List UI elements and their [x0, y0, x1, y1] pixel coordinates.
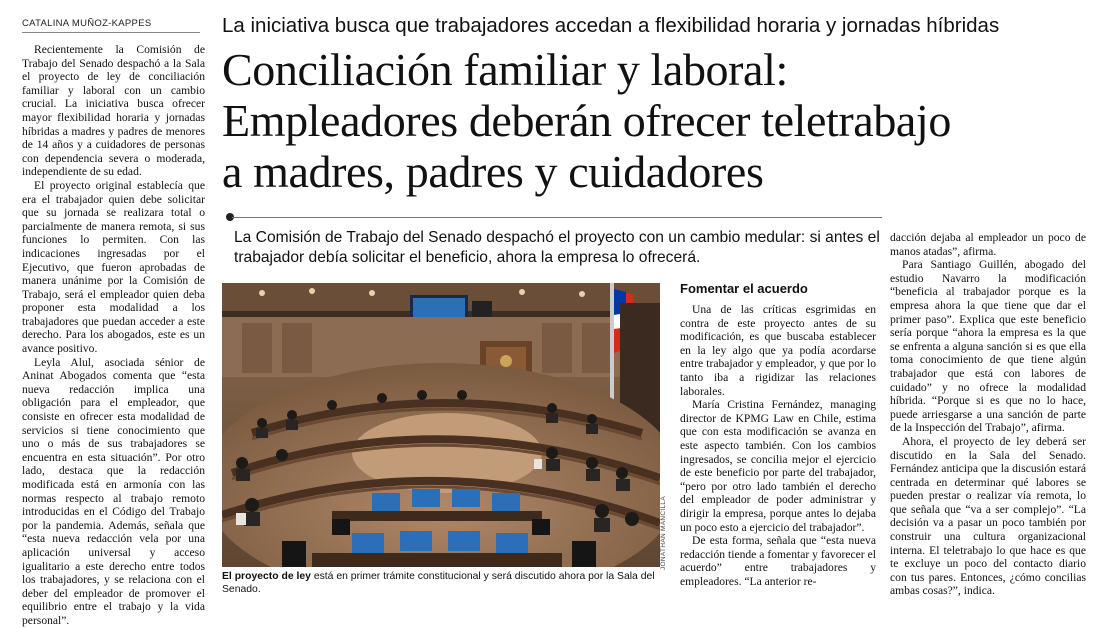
paragraph: De esta forma, señala que “esta nueva redacción tiende a fomentar y favorecer el acuerdo” entre trabajadores y empleadores. “La anterior re-: [680, 534, 876, 588]
caption-lead: El proyecto de ley: [222, 571, 311, 582]
paragraph: Para Santiago Guillén, abogado del estudio Navarro la modificación “beneficia al trabajador porque es la empresa ahora la que tiene que dar el primer paso”. Explica que este beneficio sería porque “ahora la empresa es la que se enfrenta a alguna sanción si es que ella toma conocimiento de que tiene algún trabajador que está con labores de cuidado” y no ofrece la modalidad híbrida. “Porque si es que no lo hace, puede arriesgarse a una sanción de parte de la Inspección del Trabajo”, afirma.: [890, 258, 1086, 435]
photo-credit: JONATHAN MANCILLA: [660, 496, 667, 570]
paragraph: dacción dejaba al empleador un poco de manos atadas”, afirma.: [890, 231, 1086, 258]
column-1: [22, 43, 205, 628]
senate-chamber-photo: [222, 283, 660, 567]
senate-chamber-illustration: [222, 283, 660, 567]
paragraph: Recientemente la Comisión de Trabajo del Senado despachó a la Sala el proyecto de ley de conciliación familiar y laboral con un cambio crucial. La iniciativa busca ofrecer mayor flexibilidad horaria y jornadas híbridas a madres y padres de menores de 14 años y a cuidadores de personas con dependencia severa o moderada, independiente de su edad.: [22, 43, 205, 179]
subhead: Fomentar el acuerdo: [680, 281, 808, 296]
paragraph: Leyla Alul, asociada sénior de Aninat Abogados comenta que “esta nueva redacción implica una obligación para el empleador, que consiste en ofrecer esta modalidad de servicios si tiene conocimiento que uno o más de sus trabajadores se encuentra en esta situación”. Por otro lado, destaca que la redacción modificada está en armonía con las normas respecto al trabajo remoto introducidas en el Código del Trabajo por la pandemia. Además, señala que “esta nueva redacción vela por una aplicación universal y acceso igualitario a este derecho entre todos los trabajadores, y se relaciona con el deber del empleador de promover el equilibrio entre el trabajo y la vida personal”.: [22, 355, 205, 627]
separator-rule: [232, 217, 882, 218]
paragraph: María Cristina Fernández, managing director de KPMG Law en Chile, estima que con esta modificación se avanza en este aspecto también. Con los cambios ingresados, se concilia mejor el ejercicio de este beneficio por parte del trabajador, “pero por otro lado también el derecho del empleador de poder administrar y dirigir la empresa, porque antes lo dejaba un poco esto a ejercicio del trabajador”.: [680, 398, 876, 534]
headline-line: Empleadores deberán ofrecer teletrabajo: [222, 95, 951, 146]
column-4: [890, 231, 1086, 598]
headline-line: a madres, padres y cuidadores: [222, 146, 764, 197]
kicker: La iniciativa busca que trabajadores accedan a flexibilidad horaria y jornadas híbridas: [222, 14, 1000, 37]
deck: La Comisión de Trabajo del Senado despachó el proyecto con un cambio medular: si antes el trabajador debía solicitar el beneficio, ahora la empresa lo ofrecerá.: [234, 229, 880, 266]
paragraph: El proyecto original establecía que era el trabajador quien debe solicitar que su jornada se realizara total o parcialmente de manera remota, si sus funciones lo permiten. Con las indicaciones ingresadas por el Ejecutivo, que fueron aprobadas de manera unánime por la Comisión de Trabajo, será el empleador quien deba proponer esta modalidad a los trabajadores que puedan acceder a este derecho. Para los abogados, este es un avance positivo.: [22, 178, 205, 356]
column-3: [680, 303, 876, 588]
headline-line: Conciliación familiar y laboral:: [222, 44, 788, 95]
paragraph: Ahora, el proyecto de ley deberá ser discutido en la Sala del Senado. Fernández anticipa que la discusión estará centrada en determinar qué labores se pueden prestar o realizar vía remota, lo que señala que “va a ser complejo”. “La decisión va a pasar un poco también por construir una cultura organizacional interna. El teletrabajo lo que hace es que te excluye un poco del contacto diario con tus pares. Entonces, ¿cómo concilias ambas cosas?”, indica.: [890, 434, 1086, 598]
photo-caption: [222, 570, 662, 596]
byline: CATALINA MUÑOZ-KAPPES: [22, 18, 200, 33]
paragraph: Una de las críticas esgrimidas en contra de este proyecto antes de su modificación, es que buscaba establecer en la ley algo que ya podía acordarse entre trabajador y empleador, y que por lo tanto iba a rigidizar las relaciones laborales.: [680, 303, 876, 398]
headline: [222, 44, 1092, 197]
caption-text: está en primer trámite constitucional y será discutido ahora por la Sala del Senado.: [222, 571, 655, 595]
